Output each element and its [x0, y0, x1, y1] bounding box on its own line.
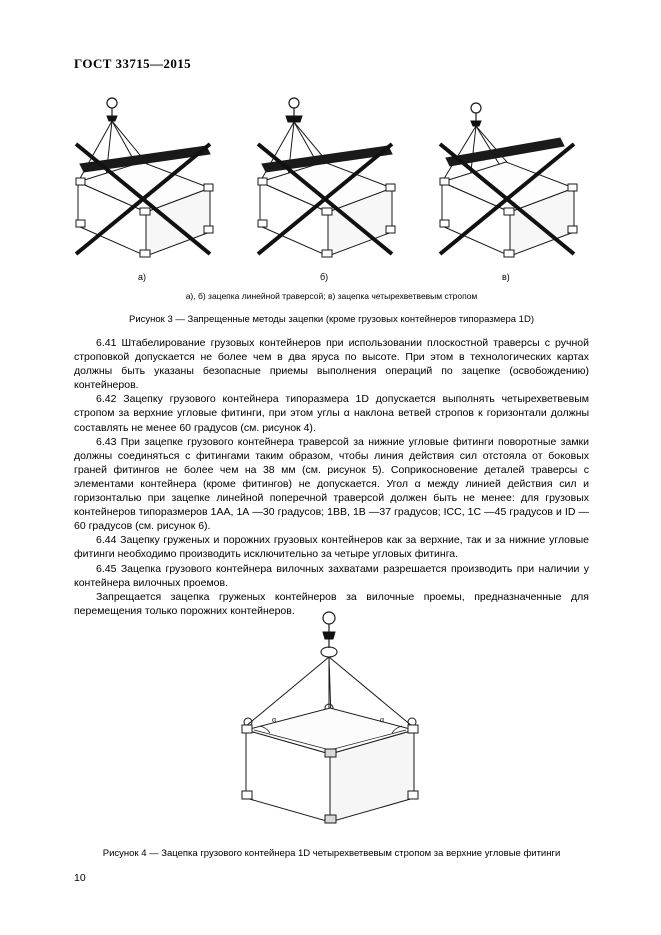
figure-3-sublabel-b: б) [320, 272, 329, 282]
figure-4-svg [180, 608, 480, 838]
figure-3-svg [74, 86, 589, 281]
page-header: ГОСТ 33715—2015 [74, 56, 192, 71]
figure-3-illustration [74, 86, 589, 281]
figure-3-sublabel-a: а) [138, 272, 147, 282]
paragraph-6-44: 6.44 Зацепку груженых и порожних грузовых контейнеров как за верхние, так и за нижние угловые фитинги необходимо производить исключительно за четыре угловых фитинга. [74, 534, 589, 561]
paragraph-6-45: 6.45 Зацепка грузового контейнера вилочных захватами разрешается производить при наличии у контейнера вилочных проемов. [74, 562, 589, 589]
svg-text:α: α [272, 715, 277, 724]
figure-3-sublabels [74, 272, 589, 286]
page-number: 10 [74, 872, 86, 884]
paragraph-6-41: 6.41 Штабелирование грузовых контейнеров при использовании плоскостной траверсы с ручной строповкой допускается не более чем в два яруса по высоте. При этом в технологических картах должны быть указаны безопасные приемы выполнения операций по зацепке (освобождению) контейнеров. [74, 337, 589, 392]
paragraph-6-43: 6.43 При зацепке грузового контейнера траверсой за нижние угловые фитинги поворотные замки должны соединяться с фитингами таким образом, чтобы линия действия сил отстояла от боковых граней фитингов не более чем на 38 мм (см. рисунок 5). Соприкосновение деталей траверсы с элементами контейнера (кроме фитингов) не допускается. Угол α между линией действия сил и горизонталью при зацепке линейной поперечной траверсой должен быть не менее: для грузовых контейнеров типоразмеров 1АА, 1А —30 градусов; 1ВВ, 1В —37 градусов; ICC, 1C —45 градусов и ID — 60 градусов (см. рисунок 6). [74, 435, 589, 533]
figure-3-note: а), б) зацепка линейной траверсой; в) зацепка четырехветвевым стропом [185, 291, 478, 301]
figure-4-illustration [180, 608, 480, 838]
figure-3-item-c [440, 103, 577, 257]
figure-4-caption: Рисунок 4 — Зацепка грузового контейнера 1D четырехветвевым стропом за верхние угловые фитинги [102, 848, 561, 859]
figure-3-sublabel-c: в) [502, 272, 510, 282]
body-text [74, 336, 589, 618]
figure-3-item-a [76, 98, 213, 257]
figure-3-caption: Рисунок 3 — Запрещенные методы зацепки (кроме грузовых контейнеров типоразмера 1D) [128, 314, 534, 325]
svg-text:α: α [380, 715, 385, 724]
figure-3-item-b [258, 98, 395, 257]
paragraph-6-42: 6.42 Зацепку грузового контейнера типоразмера 1D допускается выполнять четырехветвевым стропом за верхние угловые фитинги, при этом углы α наклона ветвей стропов к горизонтали должны составлять не менее 60 градусов (см. рисунок 4). [74, 393, 589, 434]
paragraph-prohibition: Запрещается зацепка груженых контейнеров за вилочные проемы, предназначенные для перемещения только порожних контейнеров. [74, 590, 589, 617]
